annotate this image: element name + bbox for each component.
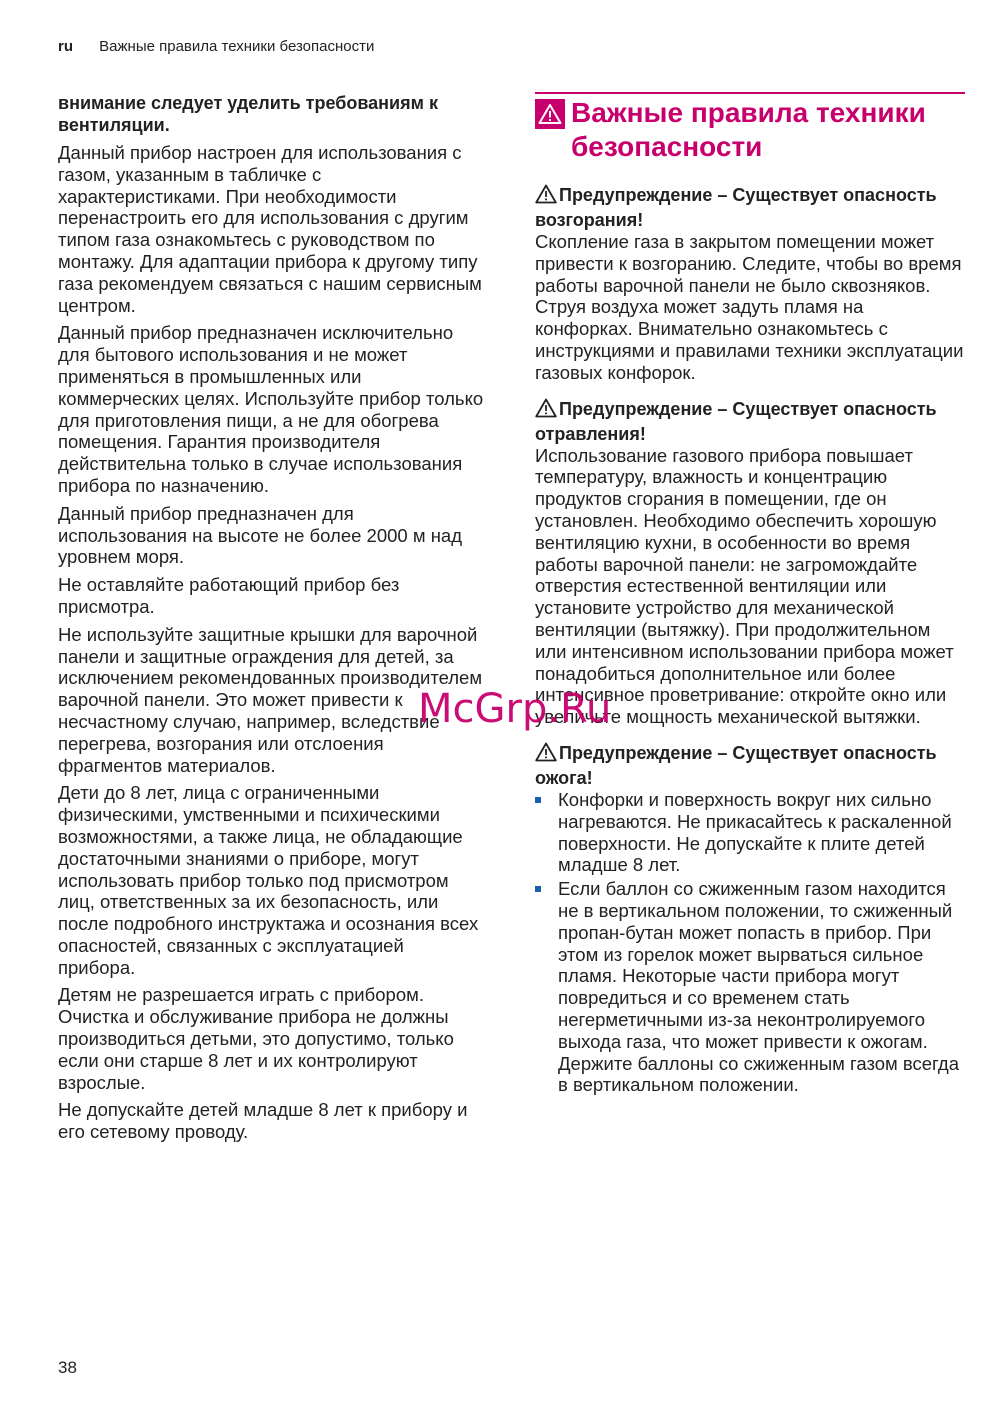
paragraph-unattended: Не оставляйте работающий прибор без присмотра. xyxy=(58,574,400,617)
bullet-square-icon xyxy=(535,886,541,892)
watermark: McGrp.Ru xyxy=(418,686,612,732)
warning-text: Скопление газа в закрытом помещении может привести к возгоранию. Следите, чтобы во время работы варочной панели не было сквозняков. Струя воздуха может задуть пламя на конфорках. Внимательно ознакомьтесь с инструкциями и правилами техники эксплуатации газовых конфорок. xyxy=(535,231,964,383)
paragraph-protective-covers: Не используйте защитные крышки для варочной панели и защитные ограждения для детей, за исключением рекомендованных производителем варочной панели. Это может привести к несчастному случаю, например, вследствие перегрева, возгорания или отслоения фрагментов материалов. xyxy=(58,623,483,776)
warning-burn xyxy=(535,742,965,1096)
burn-bullet-list xyxy=(535,789,965,1096)
warning-icon xyxy=(535,99,565,129)
right-column xyxy=(535,92,965,1110)
warning-heading: Предупреждение – Существует опасность отравления! xyxy=(535,398,937,444)
paragraph-children-play: Детям не разрешается играть с прибором. Очистка и обслуживание прибора не должны производиться детьми, это допустимо, только если они старше 8 лет и их контролируют взрослые. xyxy=(58,984,454,1093)
warning-heading: Предупреждение – Существует опасность ожога! xyxy=(535,742,937,788)
warning-heading: Предупреждение – Существует опасность возгорания! xyxy=(535,185,937,230)
bullet-square-icon xyxy=(535,797,541,803)
warning-icon xyxy=(535,184,557,209)
section-title: Важные правила техники безопасности xyxy=(571,97,926,162)
section-title-block xyxy=(535,92,965,164)
paragraph-children-limited: Дети до 8 лет, лица с ограниченными физическими, умственными и психическими возможностями, а также лица, не обладающие достаточными знаниями о приборе, могут использовать прибор только под присмотром лиц, ответственных за их безопасность, или после подробного инструктажа и осознания всех опасностей, связанных с эксплуатацией прибора. xyxy=(58,782,479,978)
paragraph-gas-type: Данный прибор настроен для использования с газом, указанным в табличке с характеристиками. При необходимости перенастроить его для использования с другим типом газа ознакомьтесь с руководством по монтажу. Для адаптации прибора к другому типу газа рекомендуем связаться с нашим сервисным центром. xyxy=(58,142,482,316)
warning-fire xyxy=(535,184,965,384)
warning-text: Использование газового прибора повышает температуру, влажность и концентрацию продуктов сгорания в помещении, где он установлен. Необходимо обеспечить хорошую вентиляцию кухни, в особенности во время работы варочной панели: не загромождайте отверстия естественной вентиляции или установите устройство для механической вентиляции (вытяжку). При продолжительном или интенсивном использовании прибора может понадобиться дополнительное или более интенсивное проветривание: откройте окно или увеличьте мощность механической вытяжки. xyxy=(535,444,954,728)
left-column xyxy=(58,92,486,1149)
paragraph-altitude: Данный прибор предназначен для использования на высоте не более 2000 м над уровнем моря. xyxy=(58,502,462,568)
warning-poisoning xyxy=(535,398,965,728)
paragraph-children-cable: Не допускайте детей младше 8 лет к прибору и его сетевому проводу. xyxy=(58,1099,468,1143)
header-title: Важные правила техники безопасности xyxy=(99,38,375,55)
warning-icon xyxy=(535,398,557,423)
page-number: 38 xyxy=(58,1358,77,1377)
list-item xyxy=(535,878,965,1096)
list-item-text: Конфорки и поверхность вокруг них сильно нагреваются. Не прикасайтесь к раскаленной поверхности. Не допускайте к плите детей младше 8 лет. xyxy=(558,788,952,876)
list-item xyxy=(535,789,965,876)
page-header xyxy=(58,38,374,55)
ventilation-lead: внимание следует уделить требованиям к вентиляции. xyxy=(58,93,438,135)
paragraph-household-use: Данный прибор предназначен исключительно для бытового использования и не может применяться в промышленных или коммерческих целях. Используйте прибор только для приготовления пищи, а не для обогрева помещения. Гарантия производителя действительна только в случае использования прибора по назначению. xyxy=(58,322,484,496)
language-code: ru xyxy=(58,38,73,55)
warning-icon xyxy=(535,742,557,767)
list-item-text: Если баллон со сжиженным газом находится не в вертикальном положении, то сжиженный пропан-бутан может попасть в прибор. При этом из горелок может вырваться сильное пламя. Некоторые части прибора могут повредиться и со временем стать негерметичными из-за неконтролируемого выхода газа, что может привести к ожогам. Держите баллоны со сжиженным газом всегда в вертикальном положении. xyxy=(558,878,960,1096)
